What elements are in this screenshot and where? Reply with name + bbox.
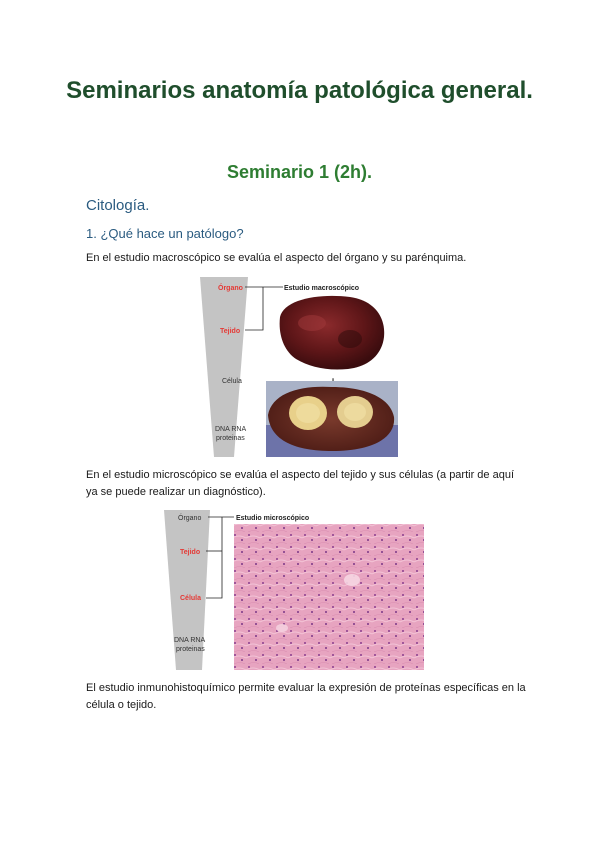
callout-microscopic: Estudio microscópico bbox=[236, 515, 310, 522]
figure-microscopic bbox=[162, 508, 442, 672]
question-heading: 1. ¿Qué hace un patólogo? bbox=[86, 226, 244, 241]
level-organ-label: Órgano bbox=[218, 285, 243, 292]
paragraph-micro: En el estudio microscópico se evalúa el aspecto del tejido y sus células (a partir de aquí ya se puede realizar un diagnóstico). bbox=[86, 469, 515, 498]
level-cell-label: Célula bbox=[222, 378, 242, 385]
document-title: Seminarios anatomía patológica general. bbox=[66, 77, 533, 104]
liver-photo bbox=[280, 296, 385, 370]
histology-micrograph bbox=[234, 524, 424, 670]
seminar-subtitle: Seminario 1 (2h). bbox=[226, 162, 373, 182]
cut-liver-photo bbox=[268, 387, 394, 451]
callout-macroscopic: Estudio macroscópico bbox=[284, 285, 360, 292]
level-tissue-label: Tejido bbox=[220, 328, 241, 335]
section-heading: Citología. bbox=[86, 197, 150, 214]
paragraph-ihq: El estudio inmunohistoquímico permite evaluar la expresión de proteínas específicas en la célula o tejido. bbox=[86, 682, 526, 711]
figure-macroscopic-svg bbox=[200, 275, 400, 460]
level-dna-label: DNA RNA bbox=[174, 637, 206, 644]
paragraph-macro: En el estudio macroscópico se evalúa el aspecto del órgano y su parénquima. bbox=[86, 252, 467, 264]
figure-macroscopic bbox=[200, 275, 400, 460]
bracket-line bbox=[245, 287, 263, 330]
level-proteins-label: proteinas bbox=[176, 646, 205, 653]
figure-microscopic-svg bbox=[162, 508, 442, 672]
level-dna-label: DNA RNA bbox=[215, 426, 247, 433]
level-tissue-label: Tejido bbox=[180, 549, 201, 556]
level-cell-label: Célula bbox=[180, 595, 202, 602]
level-proteins-label: proteinas bbox=[216, 435, 245, 442]
level-organ-label: Órgano bbox=[178, 515, 202, 522]
